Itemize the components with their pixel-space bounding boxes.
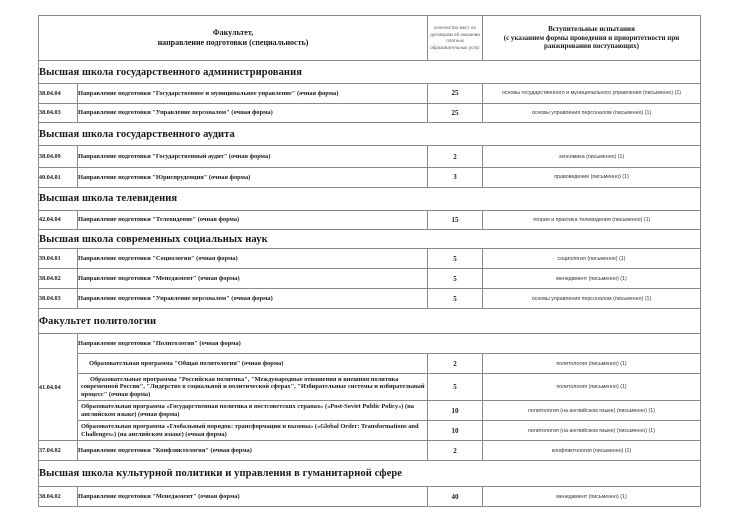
- table-row: [39, 168, 701, 188]
- section-row: [39, 309, 701, 334]
- program-name: Направление подготовки "Конфликтология" (очная форма): [78, 441, 428, 461]
- seat-count: 3: [428, 168, 483, 188]
- entrance-exam: основы управления персоналом (письменно) (1): [483, 289, 701, 309]
- program-name: Образовательная программа «Государственная политика в постсоветских странах» («Post-Soviet Public Policy») (на английском языке) (очная форма): [78, 401, 428, 421]
- table-row: [39, 401, 701, 421]
- header-faculty: Факультет, направление подготовки (специальность): [39, 16, 428, 61]
- seat-count: 5: [428, 374, 483, 401]
- program-code: 38.04.02: [39, 269, 78, 289]
- header-exams: Вступительные испытания (с указанием формы проведения и приоритетности при ранжировании поступающих): [483, 16, 701, 61]
- program-code: 41.04.04: [39, 334, 78, 441]
- table-row: [39, 146, 701, 168]
- section-row: [39, 230, 701, 249]
- table-row: [39, 103, 701, 123]
- table-row: [39, 441, 701, 461]
- section-title: Факультет политологии: [39, 309, 701, 334]
- table-row: [39, 84, 701, 104]
- entrance-exam: социология (письменно) (1): [483, 249, 701, 269]
- seat-count: 15: [428, 210, 483, 230]
- table-row: [39, 374, 701, 401]
- section-row: [39, 187, 701, 210]
- section-row: [39, 61, 701, 84]
- program-code: 38.04.09: [39, 146, 78, 168]
- entrance-exam: политология (письменно) (1): [483, 354, 701, 374]
- section-row: [39, 461, 701, 487]
- program-code: 37.04.02: [39, 441, 78, 461]
- table-row: [39, 210, 701, 230]
- program-name: Направление подготовки "Юриспруденция" (очная форма): [78, 168, 428, 188]
- entrance-exam: правоведение (письменно) (1): [483, 168, 701, 188]
- program-name: Образовательные программы "Российская политика", "Международные отношения и внешняя политика современной России", "Лидерство в социальной и политической сферах", "Избирательные системы и избирательный процесс" (очная форма): [78, 374, 428, 401]
- section-title: Высшая школа культурной политики и управления в гуманитарной сфере: [39, 461, 701, 487]
- seat-count: 5: [428, 269, 483, 289]
- seat-count: 10: [428, 401, 483, 421]
- direction-name: Направление подготовки "Политология" (очная форма): [78, 334, 701, 354]
- program-code: 39.04.01: [39, 249, 78, 269]
- entrance-exam: политология (на английском языке) (письменно) (1): [483, 421, 701, 441]
- header-count: количество мест по договорам об оказании платных образовательных услуг: [428, 16, 483, 61]
- section-title: Высшая школа современных социальных наук: [39, 230, 701, 249]
- table-row: [39, 354, 701, 374]
- entrance-exam: основы управления персоналом (письменно) (1): [483, 103, 701, 123]
- section-row: [39, 123, 701, 146]
- program-name: Направление подготовки "Государственное и муниципальное управление" (очная форма): [78, 84, 428, 104]
- admission-table: [38, 15, 701, 507]
- table-header-row: [39, 16, 701, 61]
- seat-count: 25: [428, 103, 483, 123]
- seat-count: 10: [428, 421, 483, 441]
- seat-count: 40: [428, 487, 483, 507]
- entrance-exam: теория и практика телевидения (письменно) (1): [483, 210, 701, 230]
- table-row: [39, 421, 701, 441]
- seat-count: 25: [428, 84, 483, 104]
- program-name: Образовательная программа "Общая политология" (очная форма): [78, 354, 428, 374]
- entrance-exam: конфликтология (письменно) (1): [483, 441, 701, 461]
- entrance-exam: политология (на английском языке) (письменно) (1): [483, 401, 701, 421]
- entrance-exam: менеджмент (письменно) (1): [483, 487, 701, 507]
- program-name: Направление подготовки "Социология" (очная форма): [78, 249, 428, 269]
- program-name: Направление подготовки "Менеджмент" (очная форма): [78, 487, 428, 507]
- table-row: [39, 249, 701, 269]
- section-title: Высшая школа государственного администрирования: [39, 61, 701, 84]
- program-code: 40.04.01: [39, 168, 78, 188]
- program-code: 42.04.04: [39, 210, 78, 230]
- program-code: 38.04.04: [39, 84, 78, 104]
- seat-count: 2: [428, 441, 483, 461]
- program-code: 38.04.02: [39, 487, 78, 507]
- seat-count: 2: [428, 146, 483, 168]
- section-title: Высшая школа государственного аудита: [39, 123, 701, 146]
- seat-count: 5: [428, 249, 483, 269]
- table-row: [39, 487, 701, 507]
- entrance-exam: основы государственного и муниципального управления (письменно) (1): [483, 84, 701, 104]
- program-name: Направление подготовки "Менеджмент" (очная форма): [78, 269, 428, 289]
- table-row: [39, 269, 701, 289]
- entrance-exam: экономика (письменно) (1): [483, 146, 701, 168]
- entrance-exam: менеджмент (письменно) (1): [483, 269, 701, 289]
- table-row: [39, 289, 701, 309]
- program-name: Образовательная программа «Глобальный порядок: трансформации и вызовы» («Global Order: Transformations and Challenges») (на английском языке) (очная форма): [78, 421, 428, 441]
- program-name: Направление подготовки "Управление персоналом" (очная форма): [78, 289, 428, 309]
- program-code: 38.04.03: [39, 289, 78, 309]
- section-title: Высшая школа телевидения: [39, 187, 701, 210]
- seat-count: 5: [428, 289, 483, 309]
- program-code: 38.04.03: [39, 103, 78, 123]
- program-name: Направление подготовки "Государственный аудит" (очная форма): [78, 146, 428, 168]
- program-name: Направление подготовки "Управление персоналом" (очная форма): [78, 103, 428, 123]
- entrance-exam: политология (письменно) (1): [483, 374, 701, 401]
- table-row: [39, 334, 701, 354]
- seat-count: 2: [428, 354, 483, 374]
- program-name: Направление подготовки "Телевидение" (очная форма): [78, 210, 428, 230]
